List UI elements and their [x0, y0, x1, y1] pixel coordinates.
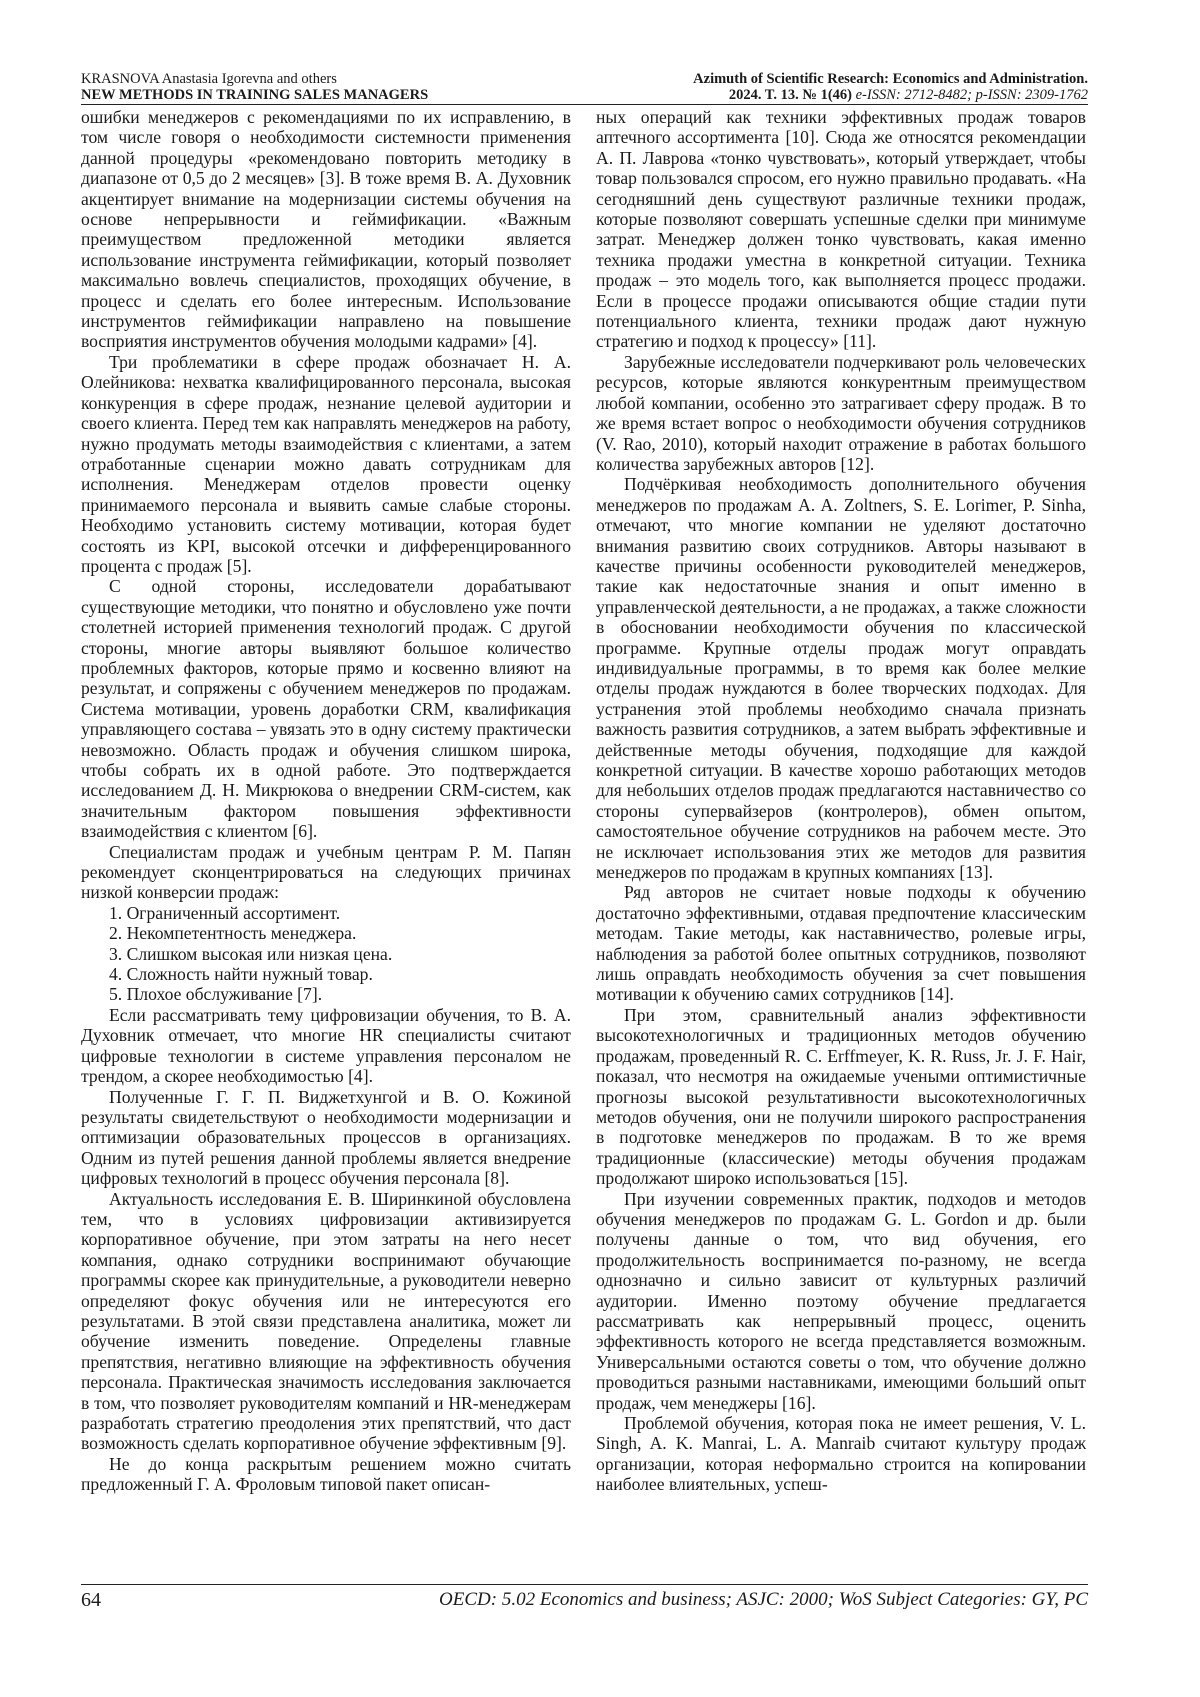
subject-classification: OECD: 5.02 Economics and business; ASJC: 2000; WoS Subject Categories: GY, PC: [439, 1589, 1088, 1610]
right-paragraph-3: Подчёркивая необходимость дополнительного обучения менеджеров по продажам A. A. Zoltners, S. E. Lorimer, P. Sinha, отмечают, что многие компании не уделяют достаточно внимания развитию своих сотрудников. Авторы называют в качестве причины особенности руководителей менеджеров, такие как недостаточные знания и опыт именно в управленческой деятельности, а не продажах, а также сложности в обосновании необходимости обучения по классической программе. Крупные отделы продаж могут оправдать индивидуальные программы, в то время как более мелкие отделы продаж нуждаются в более творческих подходах. Для устранения этой проблемы необходимо сначала признать важность развития сотрудников, а затем выбрать эффективные и действенные методы обучения, подходящие для каждой конкретной ситуации. В качестве хорошо работающих методов для небольших отделов продаж предлагаются наставничество со стороны супервайзеров (контролеров), обмен опытом, самостоятельное обучение сотрудников на рабочем месте. Это не исключает использования этих же методов для развития менеджеров по продажам в крупных компаниях [13].: [596, 474, 1086, 883]
right-paragraph-5: При этом, сравнительный анализ эффективности высокотехнологичных и традиционных методов обучению продажам, проведенный R. C. Erffmeyer, K. R. Russ, Jr. J. F. Hair, показал, что несмотря на ожидаемые учеными оптимистичные прогнозы высокой результативности высокотехнологичных методов обучения, они не получили широкого распространения в подготовке менеджеров по продажам. В то же время традиционные (классические) методы обучения продажам продолжают широко использоваться [15].: [596, 1004, 1086, 1189]
list-item: 1. Ограниченный ассортимент.: [109, 902, 341, 923]
running-header-right: [528, 71, 1088, 103]
footer-divider: [81, 1584, 1088, 1585]
left-paragraph-6: Полученные Г. Г. П. Виджетхунгой и В. О. Кожиной результаты свидетельствуют о необходимости модернизации и оптимизации образовательных процессов в организациях. Одним из путей решения данной проблемы является внедрение цифровых технологий в процесс обучения персонала [8].: [81, 1086, 571, 1189]
header-journal-name: Azimuth of Scientific Research: Economics and Administration.: [693, 71, 1088, 87]
left-paragraph-3: С одной стороны, исследователи дорабатывают существующие методики, что понятно и обусловлено уже почти столетней историей применения технологий продаж. С другой стороны, многие авторы выявляют большое количество проблемных факторов, которые прямо и косвенно влияют на результат, и сопряжены с обучением менеджеров по продажам. Система мотивации, уровень доработки CRM, квалификация управляющего состава – увязать это в одну систему практически невозможно. Область продаж и обучения слишком широка, чтобы собрать их в одной работе. Это подтверждается исследованием Д. Н. Микрюкова о внедрении CRM-систем, как значительным фактором повышения эффективности взаимодействия с клиентом [6].: [81, 576, 571, 842]
list-item: 4. Сложность найти нужный товар.: [109, 964, 373, 985]
left-paragraph-1: ошибки менеджеров с рекомендациями по их исправлению, в том числе говоря о необходимости системности применения данной процедуры «рекомендовано повторить методику в диапазоне от 0,5 до 2 месяцев» [3]. В тоже время В. А. Духовник акцентирует внимание на модернизации системы обучения на основе непрерывности и геймификации. «Важным преимуществом предложенной методики является использование инструмента геймификации, который позволяет максимально вовлечь специалистов, проходящих обучение, в процесс и сделать его более интересным. Использование инструментов геймификации направлено на повышение восприятия инструментов обучения молодыми кадрами» [4].: [81, 107, 571, 352]
running-header-left: [81, 71, 601, 103]
header-article-title: NEW METHODS IN TRAINING SALES MANAGERS: [81, 87, 429, 103]
right-paragraph-4: Ряд авторов не считает новые подходы к обучению достаточно эффективными, отдавая предпочтение классическим методам. Такие методы, как наставничество, ролевые игры, наблюдения за работой более опытных сотрудников, позволяют лишь оправдать необходимость обучения за счет повышения мотивации к обучению самих сотрудников [14].: [596, 882, 1086, 1005]
right-paragraph-2: Зарубежные исследователи подчеркивают роль человеческих ресурсов, которые являются конкурентным преимуществом любой компании, особенно это затрагивает сферу продаж. В то же время встает вопрос о необходимости обучения сотрудников (V. Rao, 2010), который находит отражение в работах большого количества зарубежных авторов [12].: [596, 351, 1086, 474]
left-paragraph-8: Не до конца раскрытым решением можно считать предложенный Г. А. Фроловым типовой пакет описан-: [81, 1453, 571, 1495]
list-item: 5. Плохое обслуживание [7].: [109, 984, 323, 1005]
header-authors: KRASNOVA Anastasia Igorevna and others: [81, 71, 337, 87]
list-item: 3. Слишком высокая или низкая цена.: [109, 943, 393, 964]
header-volume: 2024. T. 13. № 1(46): [728, 87, 852, 103]
left-paragraph-7: Актуальность исследования Е. В. Ширинкиной обусловлена тем, что в условиях цифровизации активизируется корпоративное обучение, при этом затраты на него несет компания, однако сотрудники воспринимают обучающие программы скорее как принудительные, а руководители неверно определяют фокус обучения или не интересуются его результатами. В этой связи представлена аналитика, может ли обучение изменить поведение. Определены главные препятствия, негативно влияющие на эффективность обучения персонала. Практическая значимость исследования заключается в том, что позволяет руководителям компаний и HR-менеджерам разработать стратегию преодоления этих препятствий, что даст возможность сделать корпоративное обучение эффективным [9].: [81, 1188, 571, 1454]
left-column: [81, 107, 571, 1495]
header-issn: e-ISSN: 2712-8482; p-ISSN: 2309-1762: [855, 87, 1088, 103]
left-paragraph-4: Специалистам продаж и учебным центрам Р. М. Папян рекомендует сконцентрироваться на следующих причинах низкой конверсии продаж:: [81, 841, 571, 903]
right-paragraph-1: ных операций как техники эффективных продаж товаров аптечного ассортимента [10]. Сюда же относятся рекомендации А. П. Лаврова «тонко чувствовать», который утверждает, чтобы товар пользовался спросом, его нужно правильно продавать. «На сегодняшний день существуют различные техники продаж, которые позволяют совершать успешные сделки при минимуме затрат. Менеджер должен тонко чувствовать, какая именно техника продажи уместна в конкретной ситуации. Техника продаж – это модель того, как выполняется процесс продажи. Если в процессе продажи описываются общие стадии пути потенциального клиента, техники продаж дают нужную стратегию и подход к процессу» [11].: [596, 107, 1086, 352]
header-issue-line: [528, 87, 1088, 103]
right-paragraph-6: При изучении современных практик, подходов и методов обучения менеджеров по продажам G. L. Gordon и др. были получены данные о том, что вид обучения, его продолжительность воспринимается по-разному, не всегда однозначно и сильно зависит от культурных различий аудитории. Именно поэтому обучение предлагается рассматривать как непрерывный процесс, оценить эффективность которого не всегда представляется возможным. Универсальными остаются советы о том, что обучение должно проводиться разными наставниками, имеющими больший опыт продаж, чем менеджеры [16].: [596, 1188, 1086, 1413]
right-column: [596, 107, 1086, 1495]
page-number: 64: [81, 1589, 101, 1611]
left-paragraph-5: Если рассматривать тему цифровизации обучения, то В. А. Духовник отмечает, что многие HR специалисты считают цифровые технологии в системе управления персоналом не трендом, а скорее необходимостью [4].: [81, 1004, 571, 1087]
right-paragraph-7: Проблемой обучения, которая пока не имеет решения, V. L. Singh, A. K. Manrai, L. A. Manraib считают культуру продаж организации, которая неформально строится на копировании наиболее влиятельных, успеш-: [596, 1413, 1086, 1495]
list-item: 2. Некомпетентность менеджера.: [109, 923, 357, 944]
left-paragraph-2: Три проблематики в сфере продаж обозначает Н. А. Олейникова: нехватка квалифицированного персонала, высокая конкуренция в сфере продаж, незнание целевой аудитории и своего клиента. Перед тем как направлять менеджеров на работу, нужно продумать методы взаимодействия с клиентами, а затем отработанные сценарии можно давать сотрудникам для исполнения. Менеджерам отделов провести оценку принимаемого персонала и выявить самые слабые стороны. Необходимо установить систему мотивации, которая будет состоять из KPI, высокой отсечки и дифференцированного процента с продаж [5].: [81, 351, 571, 576]
header-divider: [81, 104, 1088, 105]
